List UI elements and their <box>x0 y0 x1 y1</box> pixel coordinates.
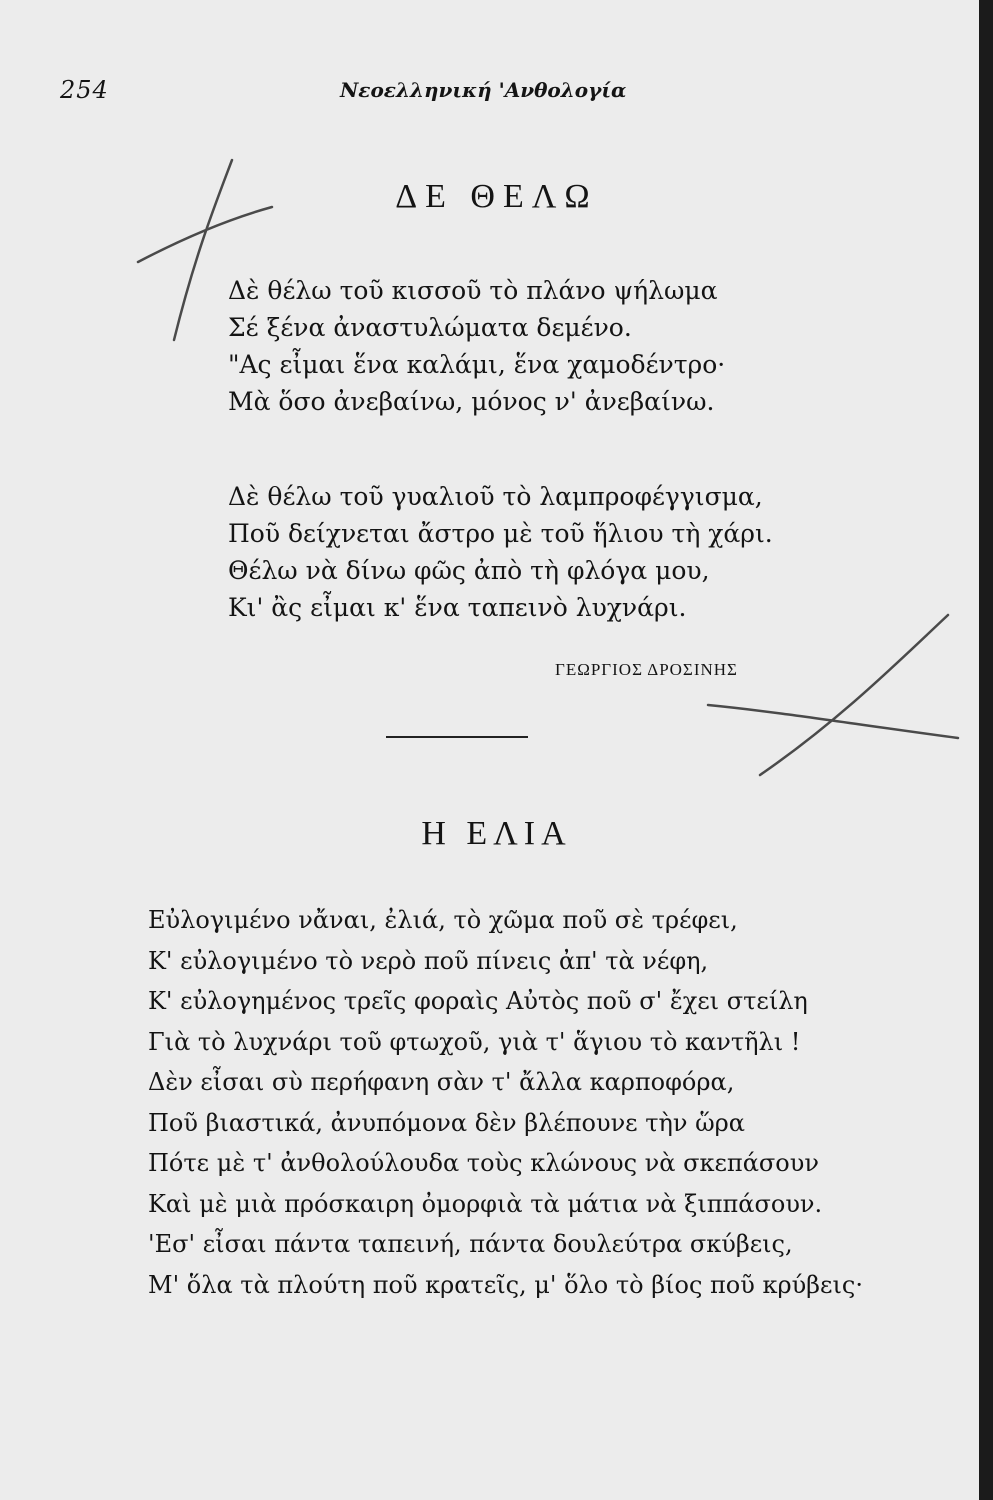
poem-line: "Ας εἶμαι ἕνα καλάμι, ἕνα χαμοδέντρο· <box>228 350 726 379</box>
poem-line: Κι' ἂς εἶμαι κ' ἕνα ταπεινὸ λυχνάρι. <box>228 593 687 622</box>
poem-line: Δὲν εἶσαι σὺ περήφανη σὰν τ' ἄλλα καρποφόρα, <box>148 1068 735 1096</box>
poem-line: Κ' εὐλογιμένο τὸ νερὸ ποῦ πίνεις ἀπ' τὰ νέφη, <box>148 946 709 975</box>
poem-author: ΓΕΩΡΓΙΟΣ ΔΡΟΣΙΝΗΣ <box>555 660 738 679</box>
poem-line: Δὲ θέλω τοῦ γυαλιοῦ τὸ λαμπροφέγγισμα, <box>228 482 763 511</box>
poem-line: Μὰ ὅσο ἀνεβαίνω, μόνος ν' ἀνεβαίνω. <box>228 387 715 416</box>
poem-line: 'Εσ' εἶσαι πάντα ταπεινή, πάντα δουλεύτρα σκύβεις, <box>148 1230 793 1258</box>
poem-line: Εὐλογιμένο νἄναι, ἐλιά, τὸ χῶμα ποῦ σὲ τρέφει, <box>148 906 738 934</box>
poem-line: Καὶ μὲ μιὰ πρόσκαιρη ὀμορφιὰ τὰ μάτια νὰ ξιππάσουν. <box>148 1189 823 1218</box>
poem-line: Γιὰ τὸ λυχνάρι τοῦ φτωχοῦ, γιὰ τ' ἅγιου τὸ καντῆλι ! <box>148 1027 801 1056</box>
poem-line: Πότε μὲ τ' ἀνθολούλουδα τοὺς κλώνους νὰ σκεπάσουν <box>148 1149 819 1177</box>
poem-line: Δὲ θέλω τοῦ κισσοῦ τὸ πλάνο ψήλωμα <box>228 276 718 305</box>
poem-line: Θέλω νὰ δίνω φῶς ἀπὸ τὴ φλόγα μου, <box>228 556 710 585</box>
pencil-cross-mark-bottom <box>708 615 958 775</box>
pencil-cross-mark-top <box>138 160 272 340</box>
poem-line: Σέ ξένα ἀναστυλώματα δεμένο. <box>228 313 632 342</box>
poem-line: Ποῦ δείχνεται ἄστρο μὲ τοῦ ἥλιου τὴ χάρι. <box>228 519 773 548</box>
poem-line: Ποῦ βιαστικά, ἀνυπόμονα δὲν βλέπουνε τὴν ὥρα <box>148 1108 745 1137</box>
poem-line: Κ' εὐλογημένος τρεῖς φοραὶς Αὐτὸς ποῦ σ' ἔχει στείλη <box>148 987 808 1015</box>
page-number: 254 <box>60 76 109 104</box>
poem-title-i-elia: Η ΕΛΙΑ <box>421 815 572 852</box>
poem-line: Μ' ὅλα τὰ πλούτη ποῦ κρατεῖς, μ' ὅλο τὸ βίος ποῦ κρύβεις· <box>148 1270 863 1299</box>
poem-title-de-thelo: ΔΕ ΘΕΛΩ <box>395 178 598 215</box>
running-title: Νεοελληνική 'Ανθολογία <box>340 78 627 102</box>
